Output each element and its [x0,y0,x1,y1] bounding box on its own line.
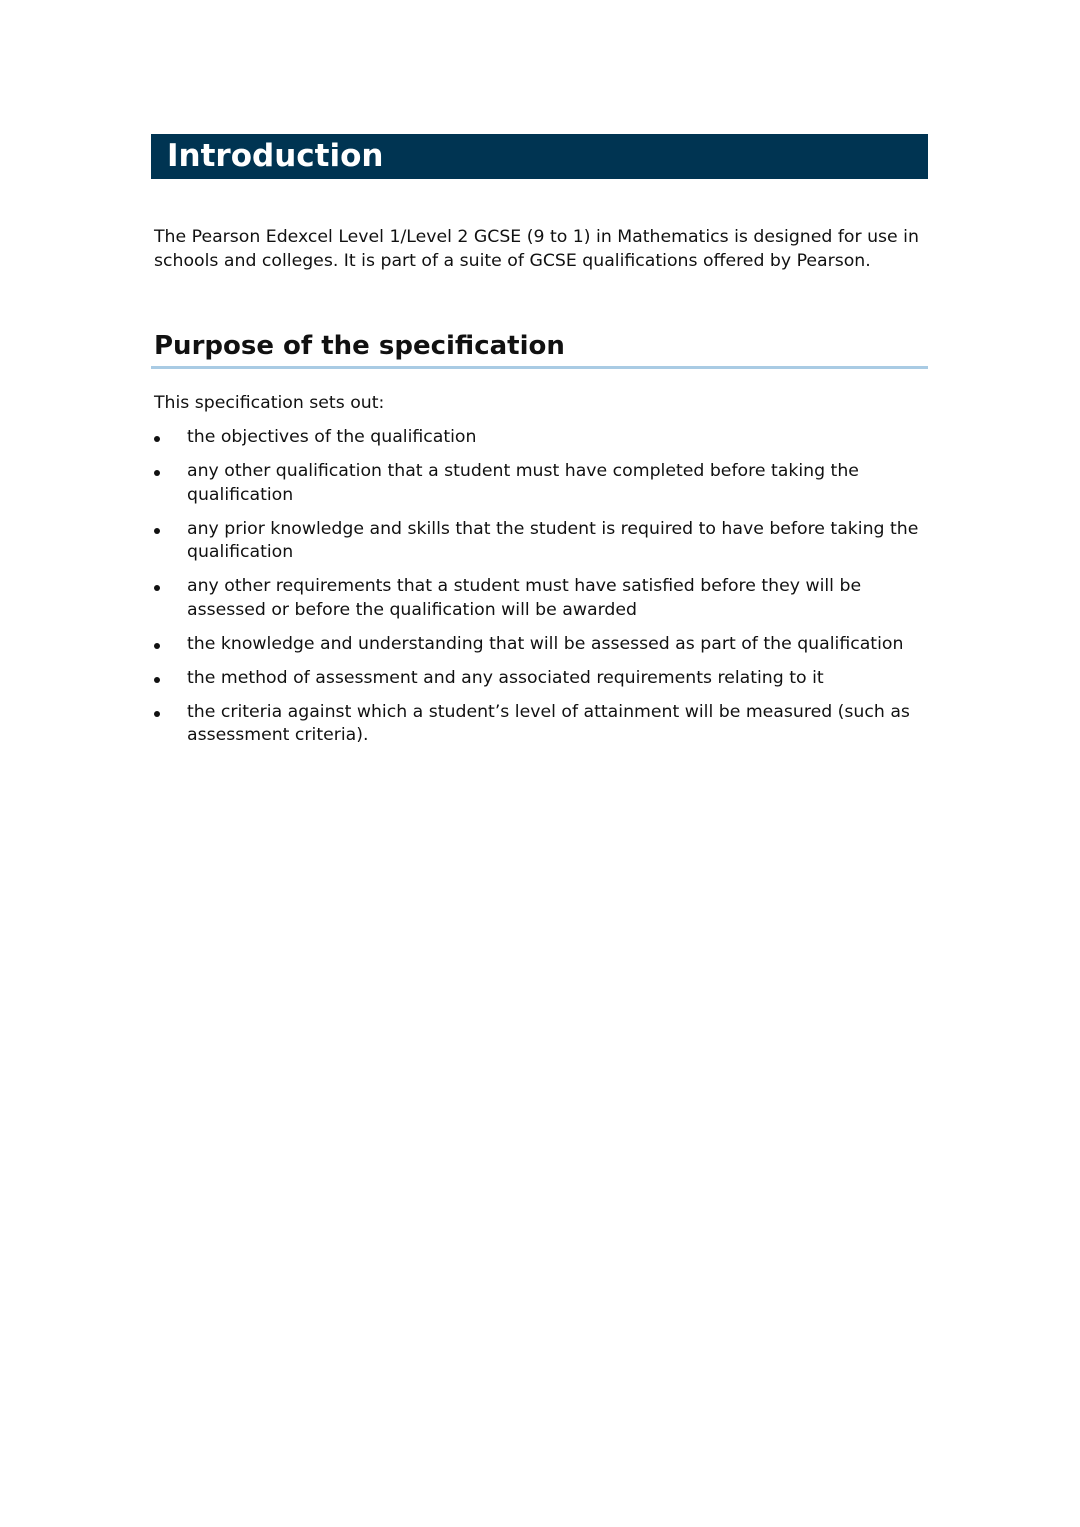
list-item-text: the objectives of the qualification [187,427,477,447]
list-item [154,460,928,507]
section-divider [151,366,928,369]
bullet-icon [154,585,160,591]
list-item [154,633,928,657]
list-item [154,518,928,565]
bullet-icon [154,677,160,683]
list-item-text: any other qualification that a student must have completed before taking the qualification [187,461,859,505]
list-item [154,575,928,622]
list-item-text: any other requirements that a student must have satisfied before they will be assessed or before the qualification will be awarded [187,576,862,620]
list-item [154,701,928,748]
section-heading: Purpose of the specification [154,331,565,361]
list-item [154,667,928,691]
title-banner [151,134,928,179]
bullet-icon [154,436,160,442]
intro-paragraph: The Pearson Edexcel Level 1/Level 2 GCSE (9 to 1) in Mathematics is designed for use in schools and colleges. It is part of a suite of GCSE qualifications offered by Pearson. [154,227,919,271]
objectives-list [154,426,928,758]
page-title: Introduction [167,138,384,174]
list-item-text: the knowledge and understanding that will be assessed as part of the qualification [187,633,904,654]
list-item [154,426,928,450]
list-item-text: the method of assessment and any associated requirements relating to it [187,667,824,688]
bullet-icon [154,643,160,649]
bullet-icon [154,711,160,717]
list-item-text: the criteria against which a student’s level of attainment will be measured (such as assessment criteria). [187,701,910,745]
list-item-text: any prior knowledge and skills that the student is required to have before taking the qualification [187,518,919,562]
bullet-icon [154,470,160,476]
bullet-icon [154,528,160,534]
section-lead: This specification sets out: [154,393,385,413]
